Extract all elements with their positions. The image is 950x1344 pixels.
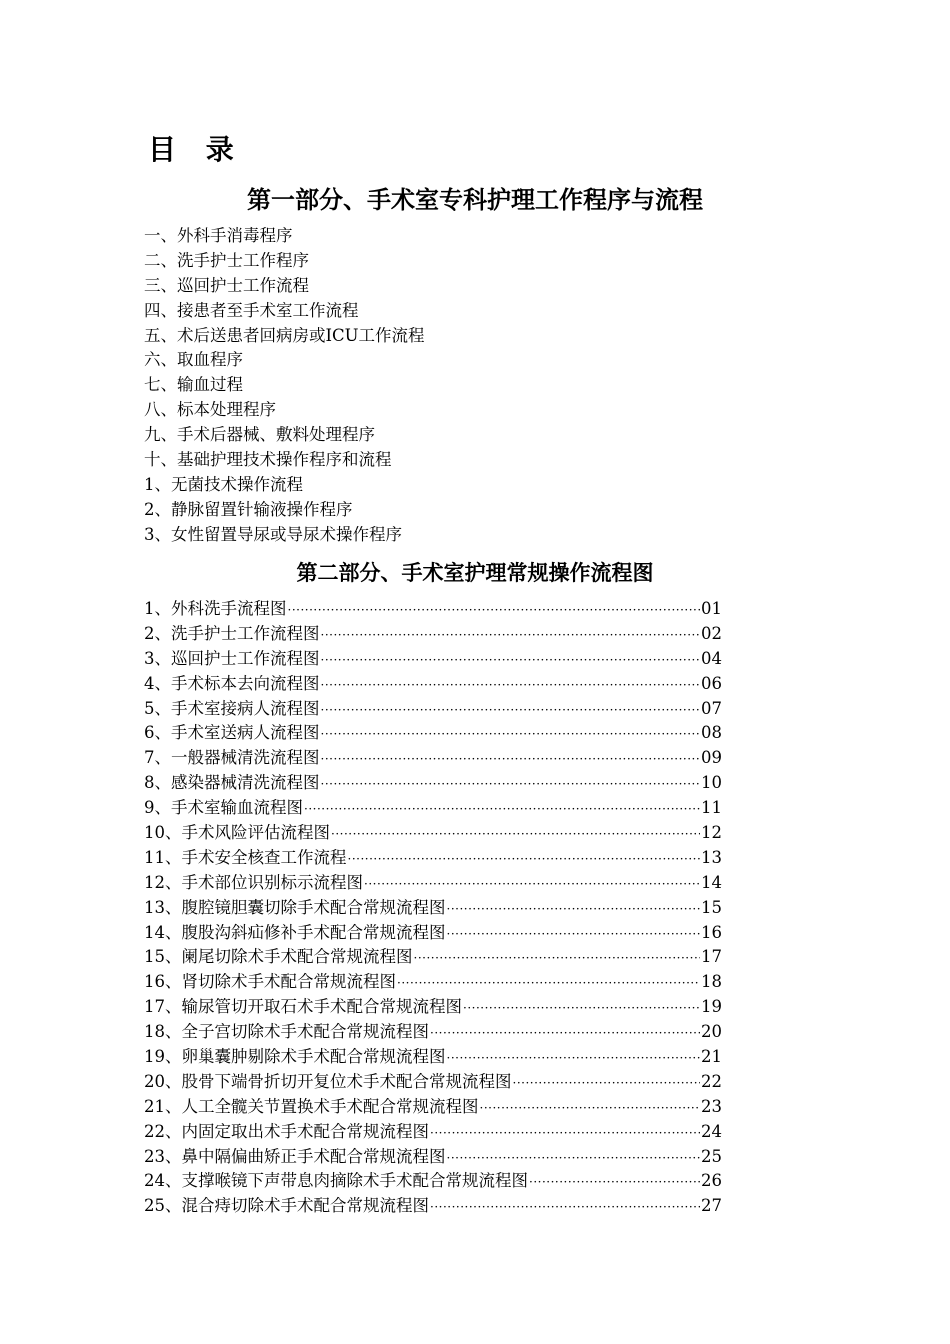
toc-page-number: 18 bbox=[701, 972, 722, 992]
toc-page-number: 11 bbox=[701, 798, 722, 818]
toc-entry bbox=[144, 1120, 722, 1145]
dot-leader bbox=[321, 747, 701, 772]
toc-entry bbox=[144, 821, 722, 846]
toc-entry-label: 18、全子宫切除术手术配合常规流程图 bbox=[144, 1022, 429, 1042]
toc-entry bbox=[144, 647, 722, 672]
toc-page-number: 20 bbox=[701, 1022, 722, 1042]
toc-entry-label: 23、鼻中隔偏曲矫正手术配合常规流程图 bbox=[144, 1146, 446, 1166]
toc-page-number: 23 bbox=[701, 1096, 722, 1116]
dot-leader bbox=[364, 872, 700, 897]
toc-entry bbox=[144, 1020, 722, 1045]
toc-entry-label: 8、感染器械清洗流程图 bbox=[144, 773, 320, 793]
dot-leader bbox=[321, 623, 701, 648]
dot-leader bbox=[430, 1021, 700, 1046]
toc-entry-label: 16、肾切除术手术配合常规流程图 bbox=[144, 972, 396, 992]
toc-entry bbox=[144, 1070, 722, 1095]
toc-page-number: 14 bbox=[701, 872, 722, 892]
toc-entry bbox=[144, 970, 722, 995]
toc-entry-label: 10、手术风险评估流程图 bbox=[144, 823, 330, 843]
toc-entry bbox=[144, 622, 722, 647]
toc-page-number: 07 bbox=[701, 698, 722, 718]
toc-entry-label: 1、外科洗手流程图 bbox=[144, 599, 287, 618]
toc-entry-label: 13、腹腔镜胆囊切除手术配合常规流程图 bbox=[144, 897, 446, 917]
dot-leader bbox=[447, 1046, 701, 1071]
toc-entry bbox=[144, 1045, 722, 1070]
dot-leader bbox=[447, 1146, 701, 1171]
toc-page-number: 06 bbox=[701, 673, 722, 693]
toc-entry bbox=[144, 995, 722, 1020]
toc-entry bbox=[144, 846, 722, 871]
toc-page-number: 26 bbox=[701, 1171, 722, 1191]
toc-title: 目 录 bbox=[148, 133, 244, 166]
part1-list-item: 五、术后送患者回病房或ICU工作流程 bbox=[144, 325, 425, 345]
part1-list-item: 六、取血程序 bbox=[144, 350, 243, 370]
part1-list-item: 1、无菌技术操作流程 bbox=[144, 474, 303, 494]
toc-entry-label: 17、输尿管切开取石术手术配合常规流程图 bbox=[144, 997, 462, 1017]
dot-leader bbox=[321, 722, 701, 747]
part1-list-item: 十、基础护理技术操作程序和流程 bbox=[144, 450, 392, 470]
dot-leader bbox=[447, 897, 701, 922]
toc-page-number: 10 bbox=[701, 773, 722, 793]
part1-list-item: 2、静脉留置针输液操作程序 bbox=[144, 499, 353, 519]
part1-list-item: 八、标本处理程序 bbox=[144, 400, 276, 420]
toc-entry-label: 7、一般器械清洗流程图 bbox=[144, 748, 320, 768]
toc-entry bbox=[144, 921, 722, 946]
part1-list-item: 三、巡回护士工作流程 bbox=[144, 275, 309, 295]
toc-page-number: 16 bbox=[701, 922, 722, 942]
toc-page-number: 09 bbox=[701, 748, 722, 768]
toc-entry-label: 5、手术室接病人流程图 bbox=[144, 698, 320, 718]
toc-page-number: 24 bbox=[701, 1121, 722, 1141]
toc-page-number: 13 bbox=[701, 847, 722, 867]
toc-entry-label: 25、混合痔切除术手术配合常规流程图 bbox=[144, 1196, 429, 1216]
toc-page-number: 21 bbox=[701, 1047, 722, 1067]
toc-entry-label: 9、手术室输血流程图 bbox=[144, 798, 303, 818]
dot-leader bbox=[331, 822, 700, 847]
dot-leader bbox=[480, 1096, 701, 1121]
dot-leader bbox=[414, 946, 701, 971]
toc-entry-label: 22、内固定取出术手术配合常规流程图 bbox=[144, 1121, 429, 1141]
dot-leader bbox=[321, 673, 701, 698]
toc-entry-label: 2、洗手护士工作流程图 bbox=[144, 623, 320, 643]
part1-list-item: 二、洗手护士工作程序 bbox=[144, 250, 309, 270]
toc-entry-label: 19、卵巢囊肿剔除术手术配合常规流程图 bbox=[144, 1047, 446, 1067]
toc-page-number: 19 bbox=[701, 997, 722, 1017]
toc-entry bbox=[144, 796, 722, 821]
dot-leader bbox=[463, 996, 700, 1021]
part1-list-item: 九、手术后器械、敷料处理程序 bbox=[144, 425, 375, 445]
toc-page-number: 01 bbox=[701, 599, 722, 618]
toc-entry-label: 21、人工全髋关节置换术手术配合常规流程图 bbox=[144, 1096, 479, 1116]
dot-leader bbox=[397, 971, 700, 996]
toc-entry-label: 20、股骨下端骨折切开复位术手术配合常规流程图 bbox=[144, 1071, 512, 1091]
toc-entry-label: 11、手术安全核查工作流程 bbox=[144, 847, 347, 867]
dot-leader bbox=[513, 1071, 701, 1096]
dot-leader bbox=[288, 598, 701, 623]
toc-page-number: 02 bbox=[701, 623, 722, 643]
toc-entry bbox=[144, 896, 722, 921]
toc-entry-label: 24、支撑喉镜下声带息肉摘除术手术配合常规流程图 bbox=[144, 1171, 528, 1191]
dot-leader bbox=[321, 698, 701, 723]
toc-entry bbox=[144, 1169, 722, 1194]
toc-page-number: 22 bbox=[701, 1071, 722, 1091]
toc-entry bbox=[144, 697, 722, 722]
toc-page-number: 27 bbox=[701, 1196, 722, 1216]
dot-leader bbox=[529, 1170, 700, 1195]
toc-entry bbox=[144, 1095, 722, 1120]
toc-entry bbox=[144, 945, 722, 970]
dot-leader bbox=[430, 1195, 700, 1220]
dot-leader bbox=[321, 772, 701, 797]
dot-leader bbox=[447, 922, 701, 947]
toc-entry bbox=[144, 871, 722, 896]
toc-entry bbox=[144, 771, 722, 796]
toc-page-number: 17 bbox=[701, 947, 722, 967]
toc-entry bbox=[144, 721, 722, 746]
toc-entry bbox=[144, 1145, 722, 1170]
toc-page-number: 15 bbox=[701, 897, 722, 917]
part1-list-item: 四、接患者至手术室工作流程 bbox=[144, 300, 359, 320]
toc-entry-label: 3、巡回护士工作流程图 bbox=[144, 648, 320, 668]
toc-page-number: 12 bbox=[701, 823, 722, 843]
toc-entry bbox=[144, 672, 722, 697]
toc-page-number: 04 bbox=[701, 648, 722, 668]
dot-leader bbox=[430, 1121, 700, 1146]
dot-leader bbox=[321, 648, 701, 673]
part1-heading: 第一部分、手术室专科护理工作程序与流程 bbox=[247, 185, 703, 214]
toc-entry-label: 14、腹股沟斜疝修补手术配合常规流程图 bbox=[144, 922, 446, 942]
toc-entry-label: 15、阑尾切除术手术配合常规流程图 bbox=[144, 947, 413, 967]
toc-page-number: 08 bbox=[701, 723, 722, 743]
part2-toc-list bbox=[144, 597, 722, 1219]
toc-entry bbox=[144, 597, 722, 622]
toc-entry-label: 12、手术部位识别标示流程图 bbox=[144, 872, 363, 892]
toc-entry-label: 4、手术标本去向流程图 bbox=[144, 673, 320, 693]
part1-list bbox=[144, 224, 425, 548]
toc-entry bbox=[144, 746, 722, 771]
dot-leader bbox=[304, 797, 700, 822]
toc-entry bbox=[144, 1194, 722, 1219]
part2-heading: 第二部分、手术室护理常规操作流程图 bbox=[296, 560, 654, 585]
part1-list-item: 一、外科手消毒程序 bbox=[144, 226, 293, 245]
part1-list-item: 3、女性留置导尿或导尿术操作程序 bbox=[144, 524, 402, 544]
part1-list-item: 七、输血过程 bbox=[144, 375, 243, 395]
toc-page-number: 25 bbox=[701, 1146, 722, 1166]
dot-leader bbox=[348, 847, 701, 872]
toc-entry-label: 6、手术室送病人流程图 bbox=[144, 723, 320, 743]
